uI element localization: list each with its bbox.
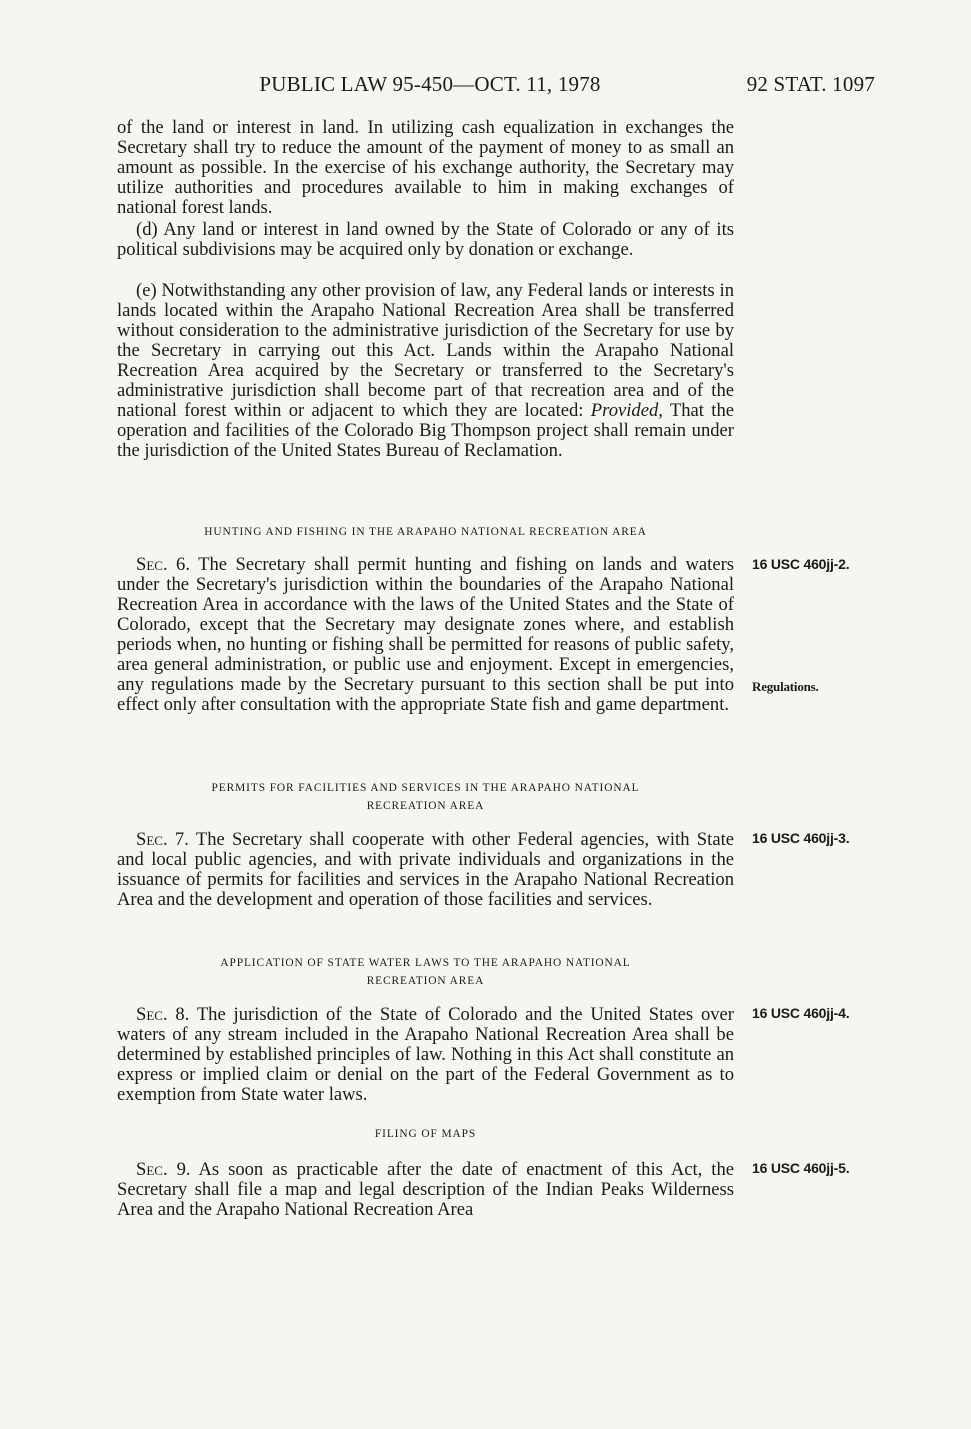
statute-page-number: 92 STAT. 1097	[746, 72, 875, 96]
section-8	[117, 1005, 734, 1105]
paragraph-d: (d) Any land or interest in land owned by the State of Colorado or any of its political subdivisions may be acquired only by donation or exchange.	[117, 219, 734, 260]
heading-hunting-text: HUNTING AND FISHING IN THE ARAPAHO NATIONAL RECREATION AREA	[204, 526, 647, 538]
header-title: PUBLIC LAW 95-450—OCT. 11, 1978	[259, 72, 601, 96]
section-6	[117, 555, 734, 715]
heading-water-line1: APPLICATION OF STATE WATER LAWS TO THE ARAPAHO NATIONAL	[220, 957, 631, 969]
section-heading-water-laws	[117, 954, 734, 990]
provided-term: Provided,	[590, 400, 663, 421]
heading-water-line2: RECREATION AREA	[366, 975, 485, 987]
section-7-body: The Secretary shall cooperate with other Federal agencies, with State and local public agencies, and with private individuals and organizations in the issuance of permits for facilities and services in the Arapaho National Recreation Area and the development and operation of those facilities and services.	[117, 829, 734, 910]
section-7-text	[117, 830, 734, 910]
margin-citation-sec8: 16 USC 460jj-4.	[752, 1005, 850, 1021]
section-8-text	[117, 1005, 734, 1105]
margin-citation-sec9: 16 USC 460jj-5.	[752, 1160, 850, 1176]
section-9	[117, 1160, 734, 1220]
paragraph-e	[117, 281, 734, 461]
running-header	[0, 72, 971, 102]
heading-maps-text: FILING OF MAPS	[374, 1128, 477, 1140]
margin-note-regulations: Regulations.	[752, 679, 819, 694]
section-7-label: Sec. 7.	[136, 829, 189, 850]
section-6-body: The Secretary shall permit hunting and fishing on lands and waters under the Secretary's jurisdiction within the boundaries of the Arapaho National Recreation Area in accordance with the laws of the United States and the State of Colorado, except that the Secretary may designate zones where, and establish periods when, no hunting or fishing shall be permitted for reasons of public safety, area general administration, or public use and enjoyment. Except in emergencies, any regulations made by the Secretary pursuant to this section shall be put into effect only after consultation with the appropriate State fish and game department.	[117, 554, 734, 715]
section-heading-permits	[117, 779, 734, 815]
heading-permits-line2: RECREATION AREA	[366, 800, 485, 812]
margin-citation-sec7: 16 USC 460jj-3.	[752, 830, 850, 846]
section-7	[117, 830, 734, 910]
section-9-text	[117, 1160, 734, 1220]
paragraph-continued: of the land or interest in land. In utilizing cash equalization in exchanges the Secretary shall try to reduce the amount of the payment of money to as small an amount as possible. In the exercise of his exchange authority, the Secretary may utilize authorities and procedures available to him in making exchanges of national forest lands.	[117, 117, 734, 218]
subsection-e	[117, 281, 734, 461]
section-8-label: Sec. 8.	[136, 1004, 190, 1025]
section-6-label: Sec. 6.	[136, 554, 191, 575]
margin-citation-sec6: 16 USC 460jj-2.	[752, 556, 850, 572]
section-heading-filing-maps	[117, 1125, 734, 1143]
section-9-label: Sec. 9.	[136, 1159, 191, 1180]
paragraph-e-proviso: That the operation and facilities of the Colorado Big Thompson project shall remain under the jurisdiction of the United States Bureau of Reclamation.	[117, 400, 735, 461]
section-heading-hunting	[117, 523, 734, 541]
section-9-body: As soon as practicable after the date of enactment of this Act, the Secretary shall file a map and legal description of the Indian Peaks Wilderness Area and the Arapaho National Recreation Area	[117, 1159, 734, 1220]
subsection-d	[117, 220, 734, 260]
section-6-text	[117, 555, 734, 715]
continued-paragraph	[117, 118, 734, 218]
heading-permits-line1: PERMITS FOR FACILITIES AND SERVICES IN THE ARAPAHO NATIONAL	[211, 782, 640, 794]
paragraph-e-text: (e) Notwithstanding any other provision of law, any Federal lands or interests in lands located within the Arapaho National Recreation Area shall be transferred without consideration to the administrative jurisdiction of the Secretary for use by the Secretary in carrying out this Act. Lands within the Arapaho National Recreation Area acquired by the Secretary or transferred to the Secretary's administrative jurisdiction shall become part of that recreation area and of the national forest within or adjacent to which they are located:	[117, 280, 734, 421]
section-8-body: The jurisdiction of the State of Colorado and the United States over waters of any stream included in the Arapaho National Recreation Area shall be determined by established principles of law. Nothing in this Act shall constitute an express or implied claim or denial on the part of the Federal Government as to exemption from State water laws.	[117, 1004, 734, 1105]
